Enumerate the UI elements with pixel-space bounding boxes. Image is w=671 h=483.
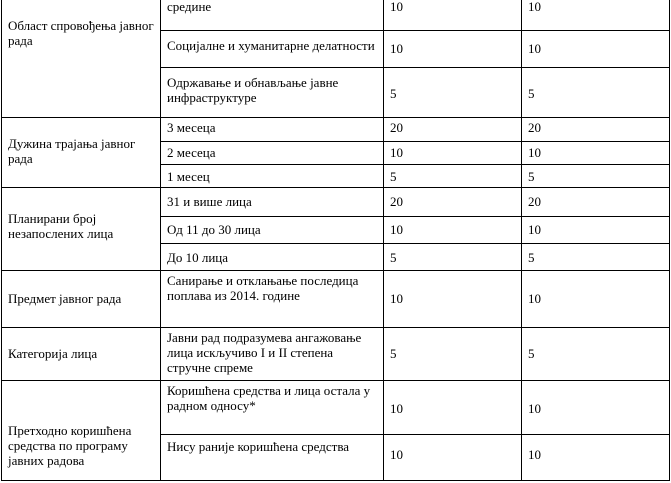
- option-label: 2 месеца: [167, 145, 216, 160]
- score-value: 5: [528, 250, 535, 265]
- score-cell: [521, 141, 670, 165]
- score-value: 10: [390, 0, 403, 14]
- option-label: Социјалне и хуманитарне делатности: [167, 38, 375, 53]
- score-cell: [521, 67, 670, 118]
- option-label: Коришћена средства и лица остала у радном односу*: [167, 383, 371, 413]
- option-cell: [160, 243, 384, 271]
- score-cell: [383, 0, 522, 31]
- score-value: 20: [528, 194, 541, 209]
- criterion-label: Област спровођења јавног рада: [8, 18, 154, 48]
- score-value: 5: [390, 346, 397, 361]
- score-value: 20: [390, 120, 403, 135]
- criterion-label: Категорија лица: [8, 346, 98, 361]
- option-cell: [160, 434, 384, 481]
- option-label: До 10 лица: [167, 250, 229, 265]
- score-value: 5: [390, 86, 397, 101]
- score-cell: [521, 270, 670, 328]
- criterion-label: Дужина трајања јавног рада: [8, 136, 136, 166]
- score-cell: [383, 67, 522, 118]
- score-cell: [383, 243, 522, 271]
- criterion-cell: [1, 380, 161, 481]
- score-cell: [521, 327, 670, 381]
- score-value: 10: [390, 145, 403, 160]
- score-cell: [383, 216, 522, 244]
- score-value: 20: [528, 120, 541, 135]
- criterion-cell: [1, 270, 161, 328]
- score-cell: [521, 187, 670, 217]
- criterion-label: Предмет јавног рада: [8, 291, 122, 306]
- score-cell: [521, 30, 670, 68]
- score-value: 10: [528, 447, 541, 462]
- criterion-cell: [1, 327, 161, 381]
- option-cell: [160, 270, 384, 328]
- score-cell: [521, 0, 670, 31]
- score-value: 10: [528, 222, 541, 237]
- score-value: 10: [390, 222, 403, 237]
- option-cell: [160, 187, 384, 217]
- score-value: 10: [528, 291, 541, 306]
- score-cell: [521, 243, 670, 271]
- score-cell: [521, 434, 670, 481]
- score-value: 5: [528, 346, 535, 361]
- criterion-label: Планирани број незапослених лица: [8, 211, 114, 241]
- score-value: 10: [390, 291, 403, 306]
- score-value: 10: [528, 145, 541, 160]
- score-cell: [383, 141, 522, 165]
- score-cell: [521, 164, 670, 188]
- option-cell: [160, 0, 384, 31]
- criterion-cell: [1, 187, 161, 271]
- score-value: 10: [528, 401, 541, 416]
- score-cell: [383, 164, 522, 188]
- score-cell: [383, 30, 522, 68]
- score-value: 5: [390, 169, 397, 184]
- score-cell: [383, 187, 522, 217]
- option-label: Санирање и отклањање последица поплава из 2014. године: [167, 273, 359, 303]
- option-label: Нису раније коришћена средства: [167, 439, 350, 454]
- option-cell: [160, 216, 384, 244]
- option-cell: [160, 117, 384, 142]
- option-cell: [160, 327, 384, 381]
- score-value: 5: [528, 169, 535, 184]
- score-value: 20: [390, 194, 403, 209]
- option-cell: [160, 67, 384, 118]
- option-label: Јавни рад подразумева ангажовање лица искључиво I и II степена стручне спреме: [167, 330, 362, 375]
- score-cell: [383, 270, 522, 328]
- option-label: Одржавање и обнављање јавне инфраструктуре: [167, 75, 339, 105]
- score-cell: [521, 117, 670, 142]
- option-cell: [160, 380, 384, 435]
- criterion-cell: [1, 117, 161, 188]
- score-cell: [383, 327, 522, 381]
- score-cell: [383, 434, 522, 481]
- option-cell: [160, 30, 384, 68]
- option-label: Од 11 до 30 лица: [167, 222, 261, 237]
- score-value: 10: [390, 41, 403, 56]
- score-value: 10: [528, 41, 541, 56]
- option-label: 1 месец: [167, 169, 210, 184]
- score-cell: [383, 117, 522, 142]
- option-cell: [160, 164, 384, 188]
- score-cell: [521, 380, 670, 435]
- score-value: 5: [390, 250, 397, 265]
- criterion-label: Претходно коришћена средства по програму јавних радова: [8, 423, 132, 468]
- score-cell: [521, 216, 670, 244]
- score-value: 10: [528, 0, 541, 14]
- criterion-cell: [1, 0, 161, 118]
- score-value: 5: [528, 86, 535, 101]
- score-value: 10: [390, 447, 403, 462]
- option-label: 3 месеца: [167, 120, 216, 135]
- score-value: 10: [390, 401, 403, 416]
- option-cell: [160, 141, 384, 165]
- score-cell: [383, 380, 522, 435]
- option-label: 31 и више лица: [167, 194, 252, 209]
- option-label: средине: [167, 0, 212, 14]
